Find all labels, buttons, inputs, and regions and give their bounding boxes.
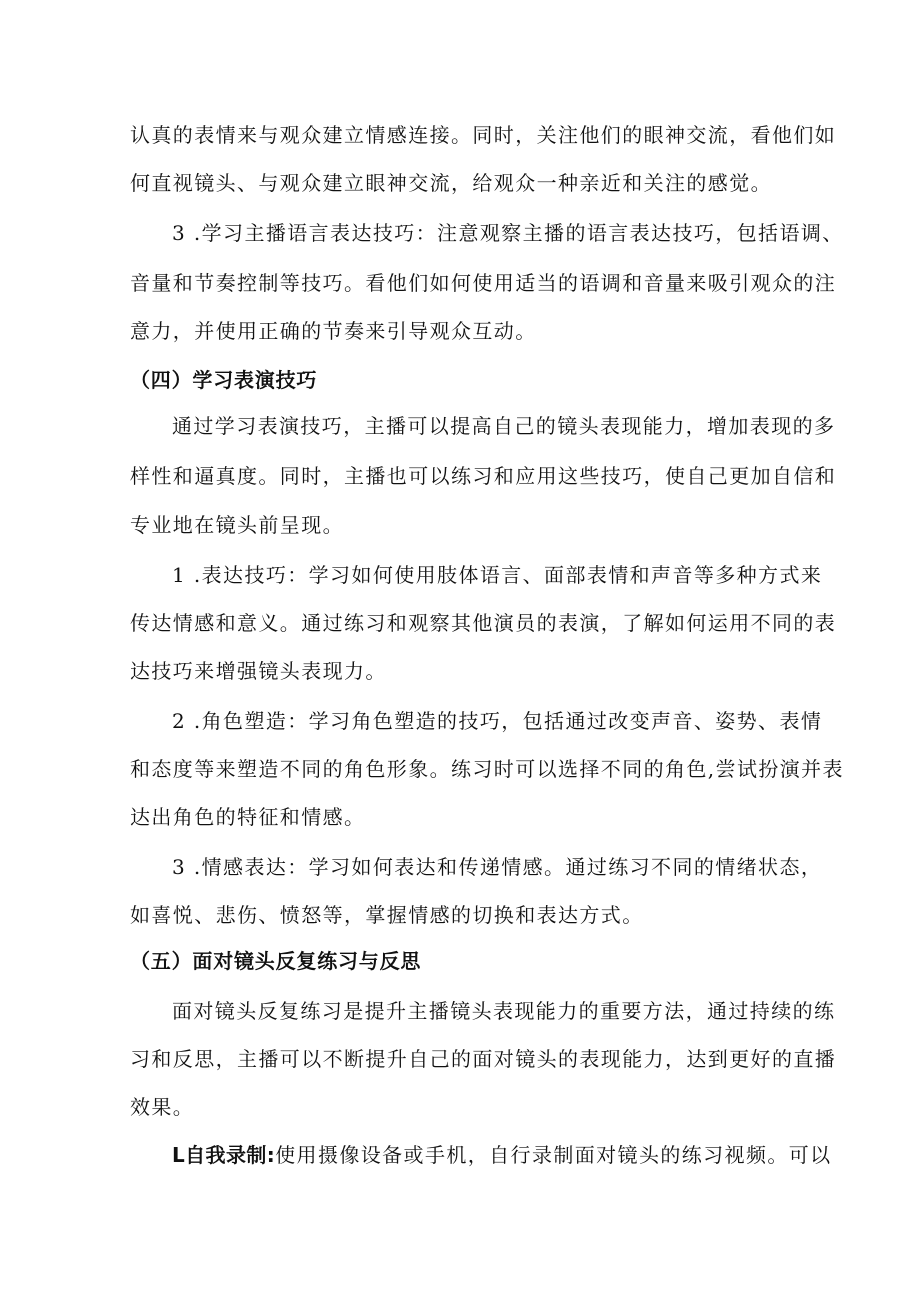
item-lead: L自我录制: bbox=[172, 1143, 276, 1167]
paragraph-line bbox=[172, 1142, 832, 1168]
section-heading-5: （五）面对镜头反复练习与反思 bbox=[130, 949, 422, 973]
paragraph-line: 达技巧来增强镜头表现力。 bbox=[130, 659, 387, 683]
paragraph-line: 1 .表达技巧：学习如何使用肢体语言、面部表情和声音等多种方式来 bbox=[172, 563, 823, 587]
paragraph-line: 传达情感和意义。通过练习和观察其他演员的表演，了解如何运用不同的表 bbox=[130, 611, 837, 635]
paragraph-line: 效果。 bbox=[130, 1095, 195, 1119]
paragraph-line: 如喜悦、悲伤、愤怒等，掌握情感的切换和表达方式。 bbox=[130, 903, 644, 927]
paragraph-line: 面对镜头反复练习是提升主播镜头表现能力的重要方法，通过持续的练 bbox=[172, 999, 836, 1023]
section-heading-4: （四）学习表演技巧 bbox=[130, 368, 318, 392]
paragraph-line: 达出角色的特征和情感。 bbox=[130, 805, 366, 829]
paragraph-line: 3 .学习主播语言表达技巧：注意观察主播的语言表达技巧，包括语调、 bbox=[172, 221, 844, 245]
paragraph-line: 何直视镜头、与观众建立眼神交流，给观众一种亲近和关注的感觉。 bbox=[130, 171, 772, 195]
paragraph-line: 样性和逼真度。同时，主播也可以练习和应用这些技巧，使自己更加自信和 bbox=[130, 464, 837, 488]
paragraph-line: 意力，并使用正确的节奏来引导观众互动。 bbox=[130, 319, 537, 343]
paragraph-line: 音量和节奏控制等技巧。看他们如何使用适当的语调和音量来吸引观众的注 bbox=[130, 271, 837, 295]
paragraph-line: 认真的表情来与观众建立情感连接。同时，关注他们的眼神交流，看他们如 bbox=[130, 123, 837, 147]
item-text: 使用摄像设备或手机，自行录制面对镜头的练习视频。可以 bbox=[275, 1143, 832, 1167]
paragraph-line: 习和反思，主播可以不断提升自己的面对镜头的表现能力，达到更好的直播 bbox=[130, 1047, 837, 1071]
paragraph-line: 通过学习表演技巧，主播可以提高自己的镜头表现能力，增加表现的多 bbox=[172, 414, 836, 438]
paragraph-line: 3 .情感表达：学习如何表达和传递情感。通过练习不同的情绪状态， bbox=[172, 855, 823, 879]
paragraph-line: 2 .角色塑造：学习角色塑造的技巧，包括通过改变声音、姿势、表情 bbox=[172, 709, 823, 733]
paragraph-line: 和态度等来塑造不同的角色形象。练习时可以选择不同的角色,尝试扮演并表 bbox=[130, 757, 844, 781]
paragraph-line: 专业地在镜头前呈现。 bbox=[130, 513, 344, 537]
